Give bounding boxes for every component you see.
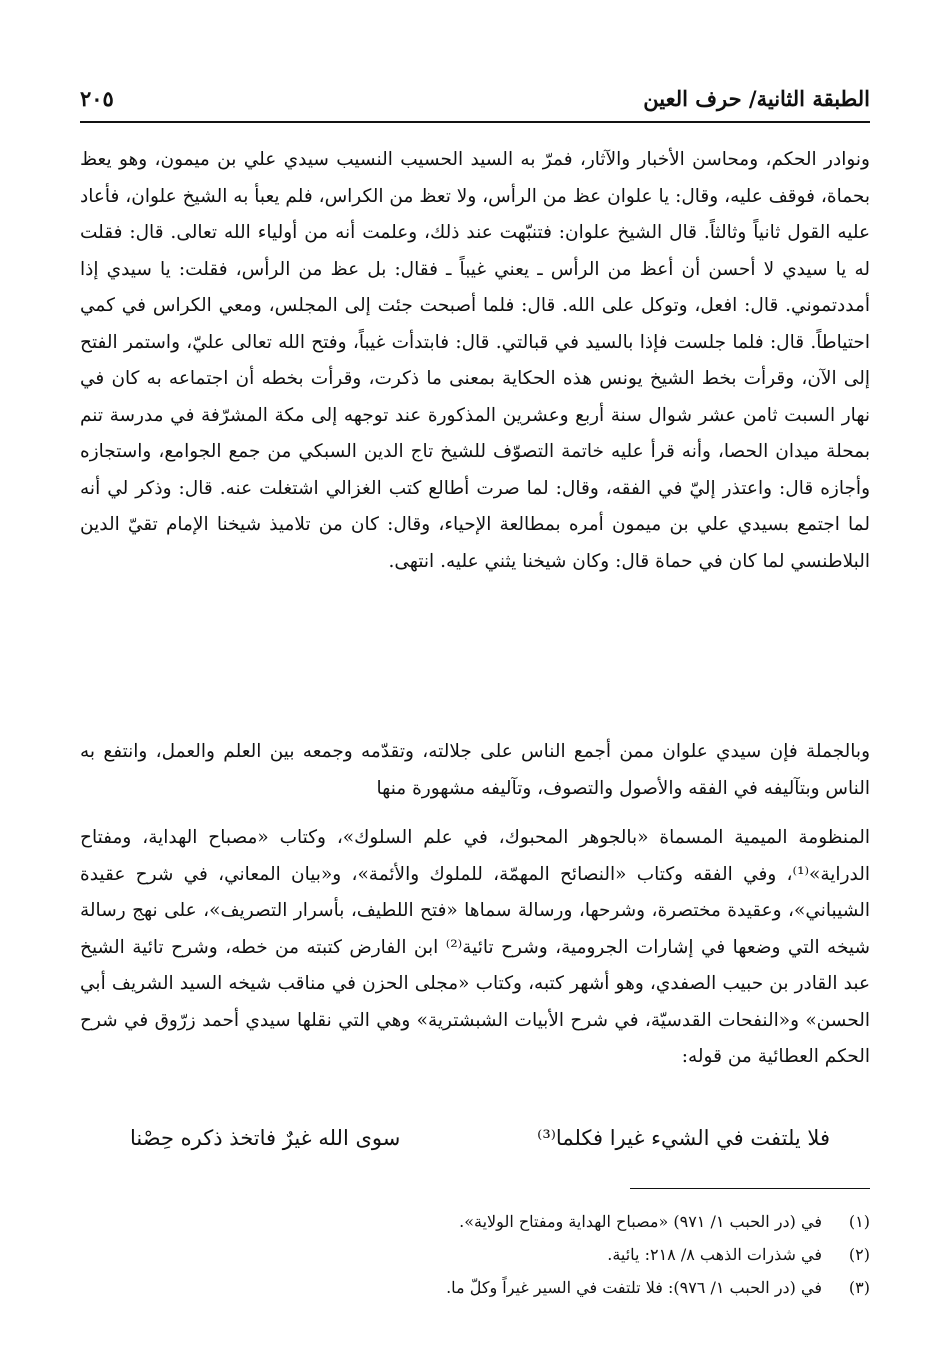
footnote-text: في (در الحبب ١/ ٩٧٦): فلا تلتفت في السير غيراً وكلّ ما. (446, 1278, 822, 1297)
verse-first-hemistich: فلا يلتفت في الشيء غيرا فكلما⁽³⁾ (537, 1126, 830, 1150)
paragraph-text: ونوادر الحكم، ومحاسن الأخبار والآثار، فمرّ به السيد الحسيب النسيب سيدي علي بن ميمون، وهو يعظ بحماة، فوقف عليه، وقال: يا علوان عظ من الرأس، ولا تعظ من الكراس، فلم يعبأ به الشيخ علوان، فأعاد عليه القول ثانياً وثالثاً. قال الشيخ علوان: فتنبّهت عند ذلك، وعلمت أنه من أولياء الله تعالى. قال: فقلت له يا سيدي لا أحسن أن أعظ من الرأس ـ يعني غيباً ـ فقال: بل عظ من الرأس، فقلت: يا سيدي إذا أمددتموني. قال: افعل، وتوكل على الله. قال: فلما أصبحت جئت إلى المجلس، ومعي الكراس في كمي احتياطاً. قال: فلما جلست فإذا بالسيد في قبالتي. قال: فابتدأت غيباً، وفتح الله تعالى عليّ، واستمر الفتح إلى الآن، وقرأت بخط الشيخ يونس هذه الحكاية بمعنى ما ذكرت، وقرأت بخطه أن اجتماعه به كان في نهار السبت ثامن عشر شوال سنة أربع وعشرين المذكورة عند توجهه إلى مكة المشرّفة في مدرسة تنم بمحلة ميدان الحصا، وأنه قرأ عليه خاتمة التصوّف للشيخ تاج الدين السبكي من جمع الجوامع، واستجازه وأجازه قال: واعتذر إليّ في الفقه، وقال: لما صرت أطالع كتب الغزالي اشتغلت عنه. قال: وذكر لي أنه لما اجتمع بسيدي علي بن ميمون أمره بمطالعة الإحياء، وقال: كان من تلاميذ شيخنا الإمام تقيّ الدين البلاطنسي لما كان في حماة قال: وكان شيخنا يثني عليه. انتهى. (80, 149, 870, 572)
body-paragraph-3 (80, 820, 870, 1076)
footnote-number: (٣) (848, 1278, 870, 1297)
footnote-number: (٢) (848, 1245, 870, 1264)
verse-second-hemistich: سوى الله غيرٌ فاتخذ ذكره حِصْنا (130, 1126, 401, 1150)
paragraph-text: المنظومة الميمية المسماة «بالجوهر المحبوك، في علم السلوك»، وكتاب «مصباح الهداية، ومفتاح الدراية»⁽¹⁾، وفي الفقه وكتاب «النصائح المهمّة، للملوك والأئمة»، و«بيان المعاني، في شرح عقيدة الشيباني»، وعقيدة مختصرة، وشرحها، ورسالة سماها «فتح اللطيف، بأسرار التصريف»، على نهج رسالة شيخه التي وضعها في إشارات الجرومية، وشرح تائية⁽²⁾ ابن الفارض كتبته من خطه، وشرح تائية الشيخ عبد القادر بن حبيب الصفدي، وهو أشهر كتبه، وكتاب «مجلى الحزن في مناقب شيخه السيد الشريف أبي الحسن» و«النفحات القدسيّة، في شرح الأبيات الشبشترية» وهي التي نقلها سيدي أحمد زرّوق في شرح الحكم العطائية من قوله: (80, 827, 870, 1067)
footnote-item (80, 1271, 870, 1304)
footnote-text: في (در الحبب ١/ ٩٧١) «مصباح الهداية ومفتاح الولاية». (459, 1212, 822, 1231)
paragraph-text: وبالجملة فإن سيدي علوان ممن أجمع الناس على جلالته، وتقدّمه وجمعه بين العلم والعمل، وانتفع به الناس وبتآليفه في الفقه والأصول والتصوف، وتآليفه مشهورة منها (80, 741, 870, 799)
body-paragraph-2 (80, 734, 870, 807)
footnote-divider (630, 1188, 870, 1189)
footnote-number: (١) (848, 1212, 870, 1231)
chapter-title: الطبقة الثانية/ حرف العين (643, 86, 870, 111)
page-number: ٢٠٥ (80, 86, 114, 111)
footnote-item (80, 1205, 870, 1238)
footnote-item (80, 1238, 870, 1271)
header-divider (80, 121, 870, 123)
body-paragraph-1 (80, 142, 870, 580)
footnotes (80, 1205, 870, 1304)
footnote-text: في شذرات الذهب ٨/ ٢١٨: يائية. (607, 1245, 822, 1264)
running-header (80, 86, 870, 120)
poetry-verse (130, 1126, 830, 1166)
